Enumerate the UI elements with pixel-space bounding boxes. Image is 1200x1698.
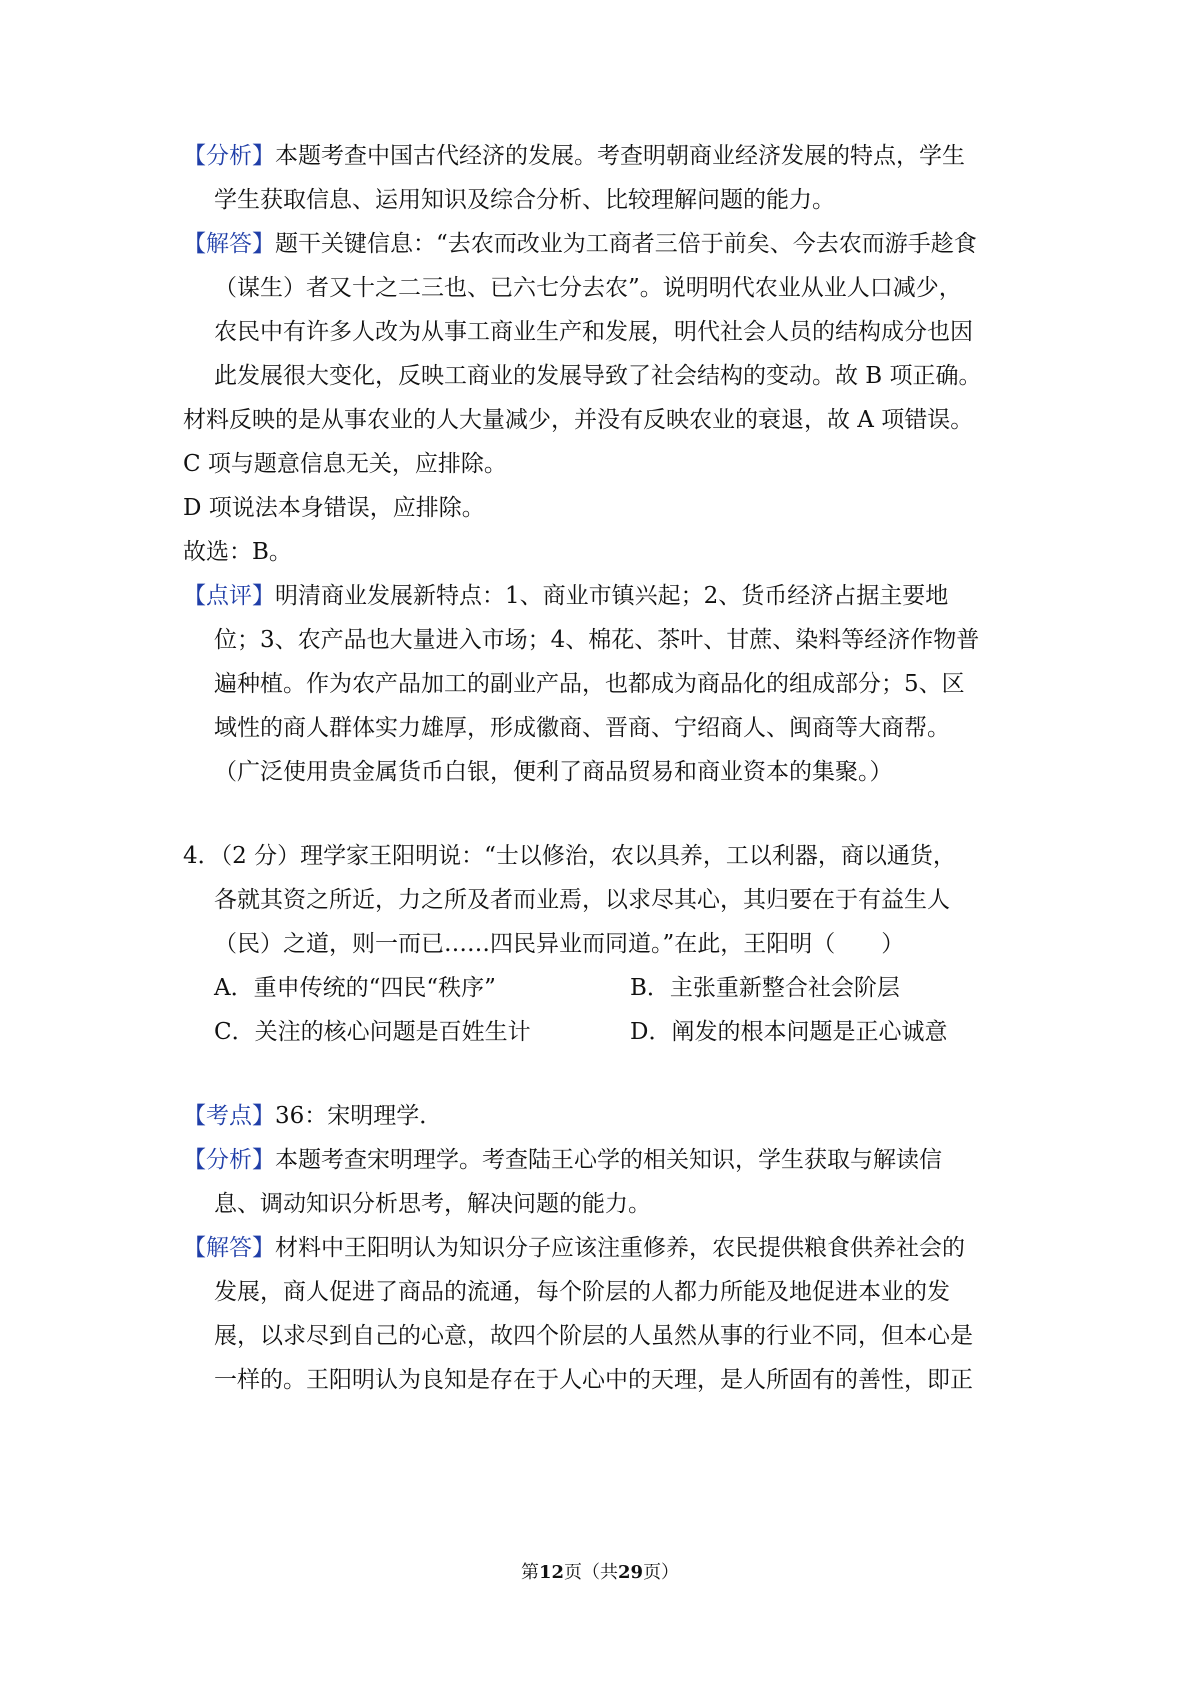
option-c: C．关注的核心问题是百姓生计	[214, 1019, 531, 1045]
q4-answer-line-3: 展，以求尽到自己的心意，故四个阶层的人虽然从事的行业不同，但本心是	[214, 1323, 973, 1349]
knowledge-text: 36：宋明理学．	[275, 1103, 443, 1129]
q4-analysis-text: 本题考查宋明理学。考查陆王心学的相关知识，学生获取与解读信	[275, 1147, 942, 1173]
footer-suffix: 页）	[643, 1562, 680, 1583]
answer-line-6: C 项与题意信息无关，应排除。	[183, 451, 507, 477]
analysis-text: 本题考查中国古代经济的发展。考查明朝商业经济发展的特点，学生	[275, 143, 965, 169]
comment-tag: 【点评】	[183, 583, 275, 609]
question-line-3: （民）之道，则一而已……四民异业而同道。”在此，王阳明（ ）	[214, 931, 905, 957]
comment-line-5: （广泛使用贵金属货币白银，便利了商品贸易和商业资本的集聚。）	[214, 759, 893, 785]
knowledge-line	[183, 1098, 442, 1134]
q4-answer-text: 材料中王阳明认为知识分子应该注重修养，农民提供粮食供养社会的	[275, 1235, 965, 1261]
analysis-line-2: 学生获取信息、运用知识及综合分析、比较理解问题的能力。	[214, 187, 835, 213]
q4-answer-line-4: 一样的。王阳明认为良知是存在于人心中的天理，是人所固有的善性，即正	[214, 1367, 973, 1393]
answer-line-4: 此发展很大变化，反映工商业的发展导致了社会结构的变动。故 B 项正确。	[214, 363, 982, 389]
comment-line-1	[183, 578, 948, 614]
option-b: B．主张重新整合社会阶层	[630, 975, 900, 1001]
footer-prefix: 第	[520, 1562, 539, 1583]
answer-line-2: （谋生）者又十之二三也、已六七分去农”。说明明代农业从业人口减少，	[214, 275, 962, 301]
comment-line-4: 域性的商人群体实力雄厚，形成徽商、晋商、宁绍商人、闽商等大商帮。	[214, 715, 950, 741]
comment-line-3: 遍种植。作为农产品加工的副业产品，也都成为商品化的组成部分；5、区	[214, 671, 965, 697]
footer-middle: 页（共	[564, 1562, 618, 1583]
knowledge-tag: 【考点】	[183, 1103, 275, 1129]
answer-text: 题干关键信息：“去农而改业为工商者三倍于前矣、今去农而游手趁食	[275, 231, 977, 257]
page-footer	[0, 1561, 1200, 1585]
option-d: D．阐发的根本问题是正心诚意	[630, 1019, 948, 1045]
answer-tag: 【解答】	[183, 231, 275, 257]
q4-answer-line-1	[183, 1230, 965, 1266]
answer-line-7: D 项说法本身错误，应排除。	[183, 495, 485, 521]
q4-analysis-line-2: 息、调动知识分析思考，解决问题的能力。	[214, 1191, 651, 1217]
analysis-tag: 【分析】	[183, 143, 275, 169]
q4-analysis-tag: 【分析】	[183, 1147, 275, 1173]
page-total: 29	[618, 1562, 644, 1583]
comment-line-2: 位；3、农产品也大量进入市场；4、棉花、茶叶、甘蔗、染料等经济作物普	[214, 627, 980, 653]
q4-analysis-line-1	[183, 1142, 942, 1178]
answer-line-3: 农民中有许多人改为从事工商业生产和发展，明代社会人员的结构成分也因	[214, 319, 973, 345]
answer-line-1	[183, 226, 977, 262]
analysis-line-1	[183, 138, 965, 174]
q4-answer-line-2: 发展，商人促进了商品的流通，每个阶层的人都力所能及地促进本业的发	[214, 1279, 950, 1305]
answer-choice: 故选：B。	[183, 539, 292, 565]
answer-line-5: 材料反映的是从事农业的人大量减少，并没有反映农业的衰退，故 A 项错误。	[183, 407, 974, 433]
comment-text: 明清商业发展新特点：1、商业市镇兴起；2、货币经济占据主要地	[275, 583, 949, 609]
page-number: 12	[538, 1562, 564, 1583]
question-line-2: 各就其资之所近，力之所及者而业焉，以求尽其心，其归要在于有益生人	[214, 887, 950, 913]
question-line-1: 4．（2 分）理学家王阳明说：“士以修治，农以具养，工以利器，商以通货，	[183, 843, 956, 869]
option-a: A．重申传统的“四民“秩序”	[214, 975, 496, 1001]
q4-answer-tag: 【解答】	[183, 1235, 275, 1261]
